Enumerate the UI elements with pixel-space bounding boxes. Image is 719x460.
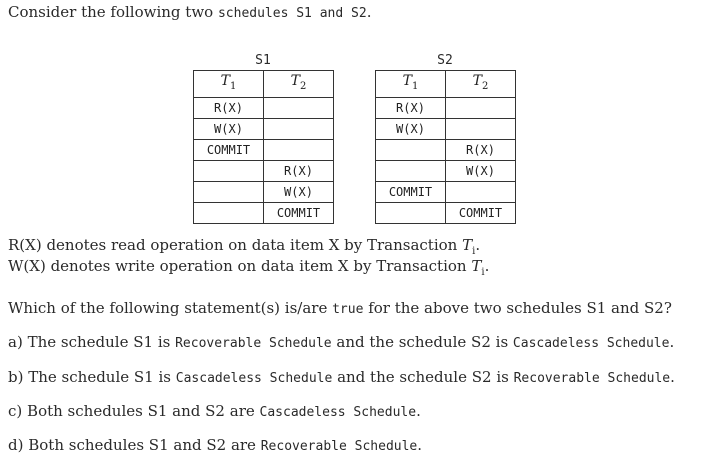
table-cell	[446, 97, 516, 118]
table-cell: R(X)	[446, 139, 516, 160]
table-cell: R(X)	[264, 160, 334, 181]
table-row	[376, 202, 516, 223]
note-read-end: .	[475, 236, 481, 254]
option-label: d)	[8, 436, 24, 454]
intro-code: schedules S1 and S2	[217, 6, 367, 21]
option-d: d) Both schedules S1 and S2 are Recoverable Schedule.	[8, 436, 423, 454]
s1-header-t1: $T_1$	[194, 71, 264, 98]
note-write	[8, 256, 489, 283]
table-cell: COMMIT	[446, 202, 516, 223]
option-label: b)	[8, 368, 24, 386]
question-code: true	[332, 302, 364, 317]
question-line	[8, 298, 672, 320]
question-prefix: Which of the following statement(s) is/are	[8, 299, 333, 317]
table-cell: R(X)	[376, 97, 446, 118]
table-header-row	[194, 71, 334, 98]
s1-caption: S1	[255, 53, 271, 68]
table-cell	[264, 97, 334, 118]
table-row	[194, 181, 334, 202]
table-cell	[194, 160, 264, 181]
table-row	[194, 160, 334, 181]
table-row	[194, 97, 334, 118]
table-cell: COMMIT	[264, 202, 334, 223]
table-row	[194, 202, 334, 223]
note-write-text: W(X) denotes write operation on data item X by Transaction	[8, 257, 472, 275]
option-c: c) Both schedules S1 and S2 are Cascadeless Schedule.	[8, 402, 421, 420]
table-cell	[446, 118, 516, 139]
table-cell	[194, 202, 264, 223]
table-cell	[376, 160, 446, 181]
table-cell	[264, 139, 334, 160]
table-cell: R(X)	[194, 97, 264, 118]
note-read-text: R(X) denotes read operation on data item X by Transaction	[8, 236, 463, 254]
option-b: b) The schedule S1 is Cascadeless Schedule and the schedule S2 is Recoverable Schedule.	[8, 368, 675, 386]
table-row	[376, 181, 516, 202]
table-header-row	[376, 71, 516, 98]
s2-header-t2: $T_2$	[446, 71, 516, 98]
table-row	[376, 139, 516, 160]
table-cell: COMMIT	[194, 139, 264, 160]
table-cell: W(X)	[264, 181, 334, 202]
table-cell	[194, 181, 264, 202]
table-cell	[376, 202, 446, 223]
option-code: Recoverable Schedule	[175, 336, 332, 351]
intro-prefix: Consider the following two	[8, 3, 218, 21]
s2-header-t1: $T_1$	[376, 71, 446, 98]
table-cell: W(X)	[194, 118, 264, 139]
option-code: Recoverable Schedule	[260, 439, 418, 454]
option-code: Cascadeless Schedule	[259, 405, 417, 420]
s2-caption: S2	[437, 53, 453, 68]
table-cell	[446, 181, 516, 202]
table-row	[376, 160, 516, 181]
option-a: a) The schedule S1 is Recoverable Schedule and the schedule S2 is Cascadeless Schedule.	[8, 333, 675, 351]
table-cell	[376, 139, 446, 160]
intro-line	[8, 2, 371, 24]
table-row	[376, 118, 516, 139]
option-code: Recoverable Schedule	[513, 371, 671, 386]
table-row	[194, 139, 334, 160]
note-read-var: $T_i$	[462, 236, 476, 257]
table-cell: W(X)	[446, 160, 516, 181]
schedule-s2-table	[375, 70, 516, 224]
option-label: a)	[8, 333, 23, 351]
table-row	[194, 118, 334, 139]
intro-suffix: .	[366, 3, 372, 21]
option-code: Cascadeless Schedule	[175, 371, 333, 386]
note-write-end: .	[484, 257, 490, 275]
table-row	[376, 97, 516, 118]
option-code: Cascadeless Schedule	[512, 336, 670, 351]
table-cell	[264, 118, 334, 139]
question-suffix: for the above two schedules S1 and S2?	[363, 299, 672, 317]
table-cell: COMMIT	[376, 181, 446, 202]
schedule-s1-table	[193, 70, 334, 224]
s1-header-t2: $T_2$	[264, 71, 334, 98]
table-cell: W(X)	[376, 118, 446, 139]
note-write-var: $T_i$	[471, 257, 485, 278]
option-label: c)	[8, 402, 23, 420]
